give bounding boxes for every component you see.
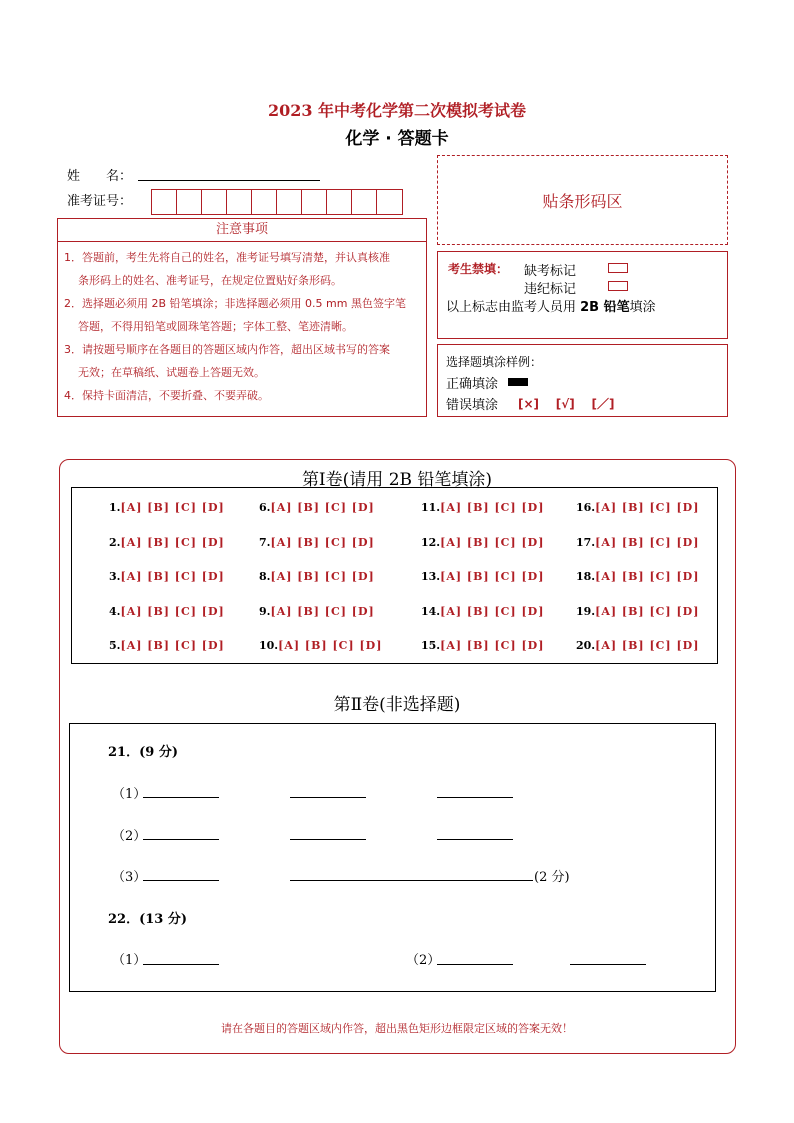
exam-title: 2023 年中考化学第二次模拟考试卷: [267, 101, 527, 120]
mc-question: [109, 501, 225, 514]
notice-line: 无效；在草稿纸、试题卷上答题无效。: [78, 366, 265, 379]
id-digit-box[interactable]: [377, 190, 402, 214]
mc-question-number: 18.: [576, 570, 596, 583]
violation-label: 违纪标记: [524, 282, 577, 297]
q21-3-blank-a[interactable]: [143, 880, 219, 881]
mc-question-number: 6.: [259, 501, 271, 514]
mc-options[interactable]: [A] [B] [C] [D]: [120, 605, 225, 618]
examiner-mark-box: [437, 251, 728, 339]
mc-question: [421, 639, 544, 652]
name-field[interactable]: [138, 180, 320, 181]
mc-question: [576, 536, 699, 549]
mc-question-number: 2.: [109, 536, 121, 549]
barcode-label: 贴条形码区: [542, 191, 623, 211]
wrong-label: 错误填涂: [446, 398, 499, 413]
mc-options[interactable]: [A] [B] [C] [D]: [120, 639, 225, 652]
non-choice-box: [69, 723, 716, 992]
q22-2-blank-a[interactable]: [437, 964, 513, 965]
id-digit-box[interactable]: [327, 190, 352, 214]
mc-options[interactable]: [A] [B] [C] [D]: [120, 570, 225, 583]
mc-options[interactable]: [A] [B] [C] [D]: [595, 605, 700, 618]
mc-question-number: 16.: [576, 501, 596, 514]
filled-sample-icon: [508, 378, 528, 386]
mc-question: [109, 570, 225, 583]
mc-question: [109, 639, 225, 652]
mc-options[interactable]: [A] [B] [C] [D]: [595, 639, 700, 652]
q21-2-blank-a[interactable]: [143, 839, 219, 840]
mc-options[interactable]: [A] [B] [C] [D]: [440, 605, 545, 618]
mc-question-number: 19.: [576, 605, 596, 618]
forbid-note-bold: 2B 铅笔: [580, 300, 630, 315]
wrong-samples: [518, 395, 614, 412]
mc-options[interactable]: [A] [B] [C] [D]: [440, 639, 545, 652]
q21-3-blank-b[interactable]: [290, 880, 533, 881]
fill-sample-box: [437, 344, 728, 417]
mc-question-number: 14.: [421, 605, 441, 618]
mc-options[interactable]: [A] [B] [C] [D]: [595, 501, 700, 514]
notice-line: 1．答题前，考生先将自己的姓名，准考证号填写清楚，并认真核准: [64, 251, 390, 264]
absent-mark-box[interactable]: [608, 263, 628, 273]
mc-question: [259, 536, 375, 549]
mc-question: [576, 639, 699, 652]
wrong-mark: [×]: [518, 397, 540, 411]
sample-title: 选择题填涂样例：: [446, 355, 543, 369]
mc-question: [259, 501, 375, 514]
q22-label: 22．(13 分): [108, 912, 188, 927]
mc-options[interactable]: [A] [B] [C] [D]: [440, 536, 545, 549]
mc-question-number: 15.: [421, 639, 441, 652]
mc-question-number: 11.: [421, 501, 441, 514]
mc-question: [421, 536, 544, 549]
mc-options[interactable]: [A] [B] [C] [D]: [278, 639, 383, 652]
mc-question-number: 10.: [259, 639, 279, 652]
q21-3-score: (2 分): [534, 870, 570, 885]
mc-options[interactable]: [A] [B] [C] [D]: [270, 536, 375, 549]
forbid-note-text: 填涂: [629, 300, 656, 315]
notice-heading: 注意事项: [57, 218, 427, 242]
mc-question: [421, 570, 544, 583]
id-digit-box[interactable]: [227, 190, 252, 214]
id-number-boxes[interactable]: [151, 189, 403, 215]
mc-options[interactable]: [A] [B] [C] [D]: [440, 570, 545, 583]
mc-question-number: 20.: [576, 639, 596, 652]
mc-question-number: 5.: [109, 639, 121, 652]
correct-label: 正确填涂: [446, 377, 499, 392]
q21-1-blank-a[interactable]: [143, 797, 219, 798]
q21-sub1-label: （1）: [112, 787, 147, 802]
part1-title: 第Ⅰ卷(请用 2B 铅笔填涂): [301, 470, 493, 490]
q22-sub1-label: （1）: [112, 953, 147, 968]
notice-line: 答题，不得用铅笔或圆珠笔答题；字体工整、笔迹清晰。: [78, 320, 353, 333]
q21-label: 21．(9 分): [108, 745, 178, 760]
mc-options[interactable]: [A] [B] [C] [D]: [270, 501, 375, 514]
q21-1-blank-c[interactable]: [437, 797, 513, 798]
q22-sub2-label: （2）: [406, 953, 441, 968]
mc-question-number: 3.: [109, 570, 121, 583]
notice-line: 4．保持卡面清洁，不要折叠、不要弄破。: [64, 389, 269, 402]
mc-options[interactable]: [A] [B] [C] [D]: [595, 536, 700, 549]
q21-1-blank-b[interactable]: [290, 797, 366, 798]
violation-mark-box[interactable]: [608, 281, 628, 291]
q21-2-blank-b[interactable]: [290, 839, 366, 840]
id-digit-box[interactable]: [177, 190, 202, 214]
mc-options[interactable]: [A] [B] [C] [D]: [120, 536, 225, 549]
id-digit-box[interactable]: [252, 190, 277, 214]
footer-warning: 请在各题目的答题区域内作答，超出黑色矩形边框限定区域的答案无效！: [221, 1022, 573, 1035]
q22-1-blank[interactable]: [143, 964, 219, 965]
barcode-area: [437, 155, 728, 245]
mc-question-number: 4.: [109, 605, 121, 618]
mc-question-number: 8.: [259, 570, 271, 583]
id-label: 准考证号：: [67, 194, 133, 209]
mc-question-number: 13.: [421, 570, 441, 583]
notice-line: 2．选择题必须用 2B 铅笔填涂；非选择题必须用 0.5 mm 黑色签字笔: [64, 297, 406, 310]
notice-body: [57, 242, 427, 417]
mc-options[interactable]: [A] [B] [C] [D]: [440, 501, 545, 514]
name-label: 姓 名：: [67, 169, 133, 184]
id-digit-box[interactable]: [277, 190, 302, 214]
mc-question: [576, 501, 699, 514]
mc-question-number: 9.: [259, 605, 271, 618]
notice-line: 条形码上的姓名、准考证号，在规定位置贴好条形码。: [78, 274, 342, 287]
mc-question: [259, 605, 375, 618]
id-digit-box[interactable]: [302, 190, 327, 214]
id-digit-box[interactable]: [352, 190, 377, 214]
mc-question: [576, 570, 699, 583]
q21-sub2-label: （2）: [112, 829, 147, 844]
mc-question: [259, 639, 382, 652]
mc-options[interactable]: [A] [B] [C] [D]: [270, 570, 375, 583]
absent-label: 缺考标记: [524, 264, 577, 279]
mc-question-number: 12.: [421, 536, 441, 549]
forbid-note-text: 以上标志由监考人员用: [446, 300, 581, 315]
id-digit-box[interactable]: [202, 190, 227, 214]
mc-question: [421, 501, 544, 514]
mc-question-number: 17.: [576, 536, 596, 549]
answer-sheet-title: 化学 · 答题卡: [345, 129, 449, 149]
mc-question-number: 7.: [259, 536, 271, 549]
wrong-mark: [／]: [591, 397, 615, 411]
mc-options[interactable]: [A] [B] [C] [D]: [270, 605, 375, 618]
mc-question: [109, 536, 225, 549]
mc-question: [259, 570, 375, 583]
q21-2-blank-c[interactable]: [437, 839, 513, 840]
id-digit-box[interactable]: [152, 190, 177, 214]
mc-options[interactable]: [A] [B] [C] [D]: [120, 501, 225, 514]
q21-sub3-label: （3）: [112, 870, 147, 885]
forbid-note: [446, 296, 656, 315]
mc-question: [576, 605, 699, 618]
part2-title: 第Ⅱ卷(非选择题): [333, 695, 461, 715]
q22-2-blank-b[interactable]: [570, 964, 646, 965]
forbid-label: 考生禁填：: [448, 262, 509, 276]
notice-line: 3．请按题号顺序在各题目的答题区域内作答，超出区域书写的答案: [64, 343, 390, 356]
mc-question: [109, 605, 225, 618]
mc-question-number: 1.: [109, 501, 121, 514]
mc-question: [421, 605, 544, 618]
wrong-mark: [√]: [555, 397, 575, 411]
mc-options[interactable]: [A] [B] [C] [D]: [595, 570, 700, 583]
